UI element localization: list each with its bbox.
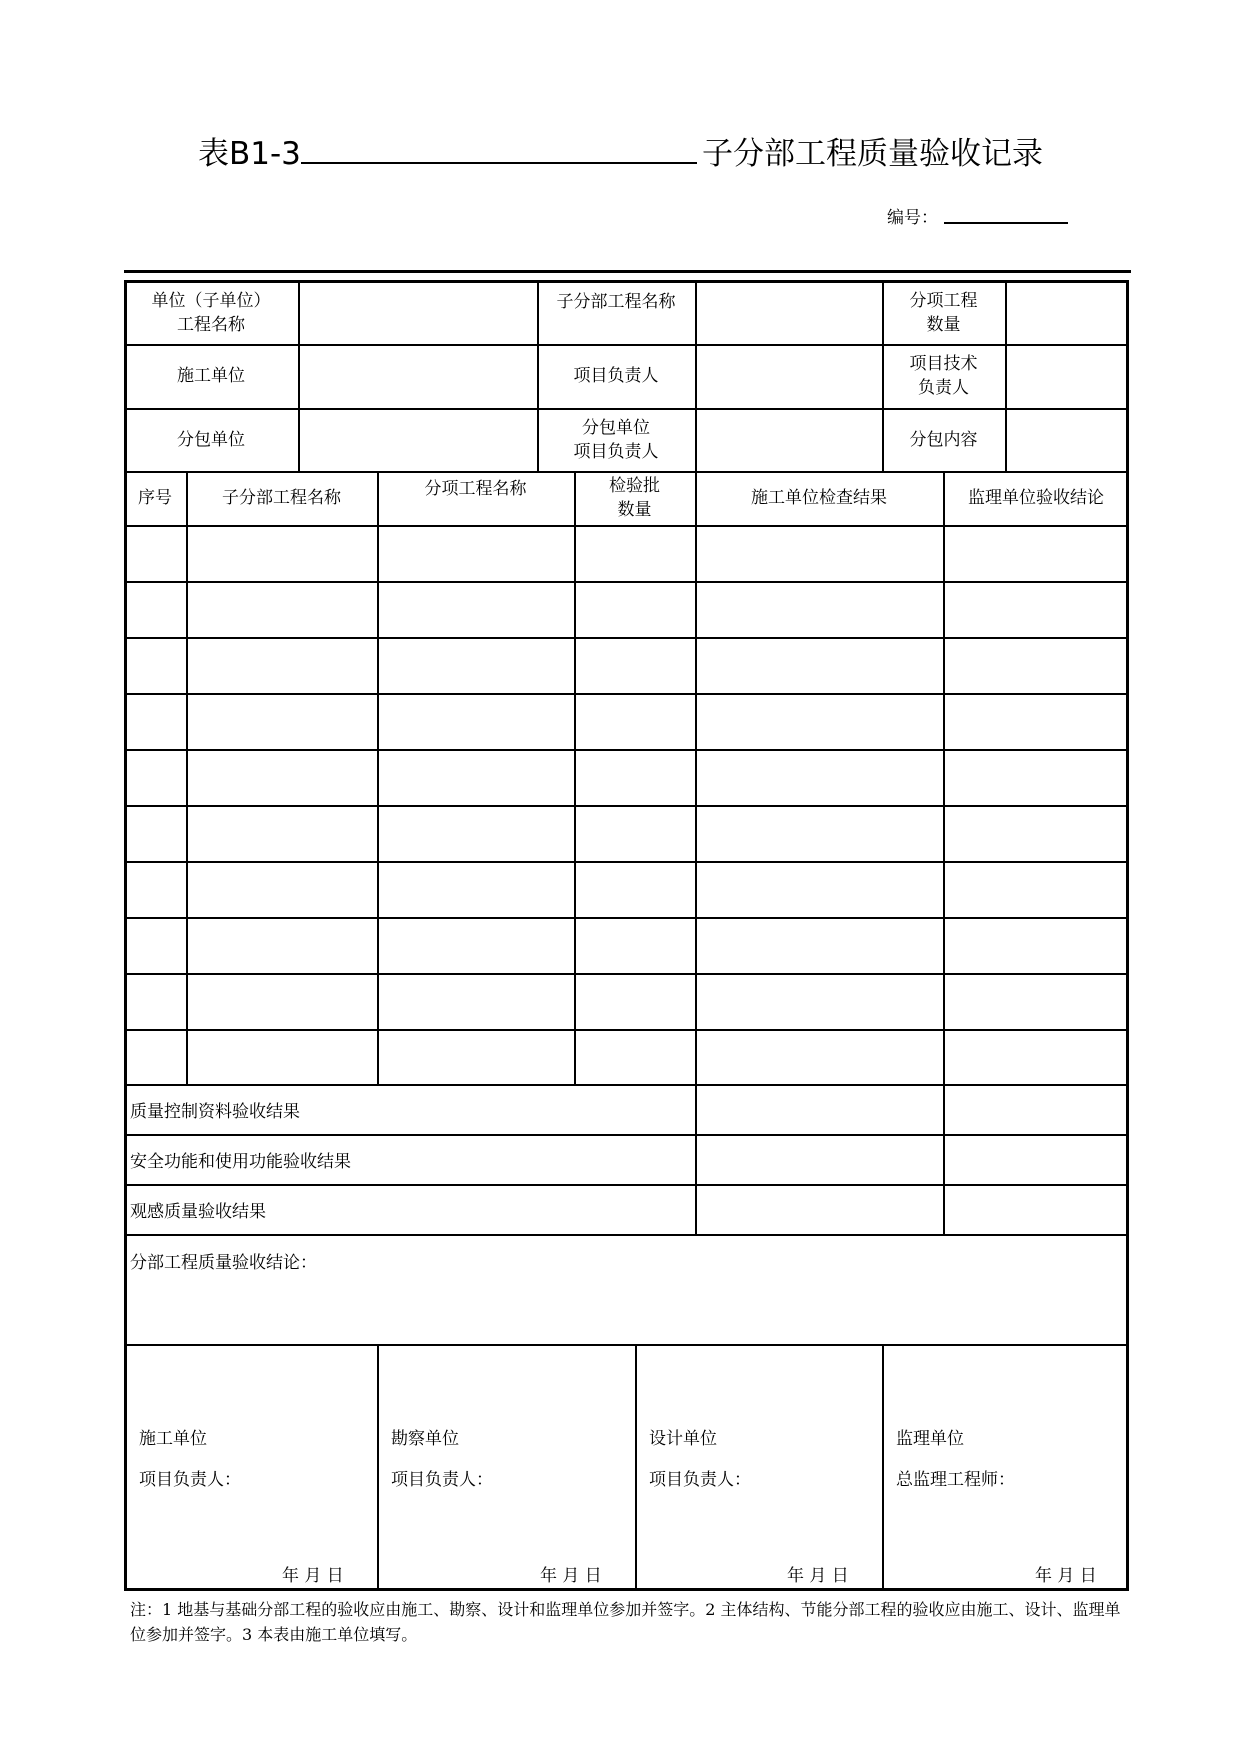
divider	[124, 973, 1129, 975]
sig-role-construction: 项目负责人：	[139, 1470, 241, 1490]
subcontractor-manager-label: 分包单位 项目负责人	[573, 417, 659, 462]
divider	[186, 471, 188, 1084]
divider	[635, 1344, 637, 1591]
col-header-supervision: 监理单位验收结论	[968, 488, 1104, 508]
divider	[695, 471, 697, 1234]
project-manager-label: 项目负责人	[573, 366, 659, 386]
divider	[574, 471, 576, 1084]
divider	[124, 1029, 1129, 1031]
divider	[124, 1184, 1129, 1186]
sig-unit-survey: 勘察单位	[391, 1429, 459, 1449]
divider	[124, 581, 1129, 583]
divider	[124, 749, 1129, 751]
divider	[124, 1344, 1129, 1346]
sig-date-supervision: 年 月 日	[1035, 1566, 1097, 1586]
sub-division-name-label: 子分部工程名称	[556, 292, 676, 312]
construction-unit-label: 施工单位	[177, 366, 245, 386]
divider	[124, 525, 1129, 527]
divider	[882, 1344, 884, 1591]
col-header-sub-division: 子分部工程名称	[222, 488, 341, 508]
sig-unit-design: 设计单位	[649, 1429, 717, 1449]
col-header-batch-count: 检验批 数量	[609, 476, 660, 520]
divider	[377, 471, 379, 1084]
sig-date-survey: 年 月 日	[540, 1566, 602, 1586]
divider	[943, 471, 945, 1234]
form-code: 表B1-3	[198, 136, 301, 172]
unit-name-label: 单位（子单位） 工程名称	[151, 291, 271, 335]
sig-role-survey: 项目负责人：	[391, 1470, 493, 1490]
serial-label: 编号：	[887, 208, 938, 228]
sig-unit-supervision: 监理单位	[896, 1429, 964, 1449]
divider	[1005, 280, 1007, 471]
footnote: 注：1 地基与基础分部工程的验收应由施工、勘察、设计和监理单位参加并签字。2 主体结构、节能分部工程的验收应由施工、设计、监理单位参加并签字。3 本表由施工单位填写。	[130, 1600, 1121, 1644]
subcontract-content-label: 分包内容	[909, 429, 978, 450]
quality-docs-label: 质量控制资料验收结果	[130, 1101, 300, 1122]
header-rule	[124, 270, 1131, 273]
divider	[124, 917, 1129, 919]
divider	[124, 805, 1129, 807]
serial-number-field[interactable]	[944, 222, 1068, 224]
sig-unit-construction: 施工单位	[139, 1429, 207, 1449]
tech-manager-label: 项目技术 负责人	[909, 354, 978, 398]
divider	[124, 693, 1129, 695]
divider	[695, 280, 697, 471]
conclusion-label: 分部工程质量验收结论：	[130, 1253, 317, 1273]
col-header-item-name: 分项工程名称	[424, 479, 527, 499]
divider	[124, 861, 1129, 863]
sig-date-design: 年 月 日	[787, 1566, 849, 1586]
divider	[124, 1234, 1129, 1236]
col-header-index: 序号	[138, 488, 172, 508]
divider	[298, 280, 300, 471]
safety-function-label: 安全功能和使用功能验收结果	[130, 1151, 351, 1172]
sig-role-design: 项目负责人：	[649, 1470, 751, 1490]
subcontractor-label: 分包单位	[177, 429, 245, 450]
title-blank-line[interactable]	[301, 162, 697, 164]
divider	[377, 1344, 379, 1591]
sig-date-construction: 年 月 日	[282, 1566, 344, 1586]
form-title: 子分部工程质量验收记录	[702, 136, 1043, 172]
item-count-label: 分项工程 数量	[909, 291, 978, 335]
sig-role-supervision: 总监理工程师：	[896, 1470, 1015, 1490]
appearance-label: 观感质量验收结果	[130, 1201, 266, 1222]
divider	[124, 637, 1129, 639]
col-header-check-result: 施工单位检查结果	[751, 488, 887, 508]
